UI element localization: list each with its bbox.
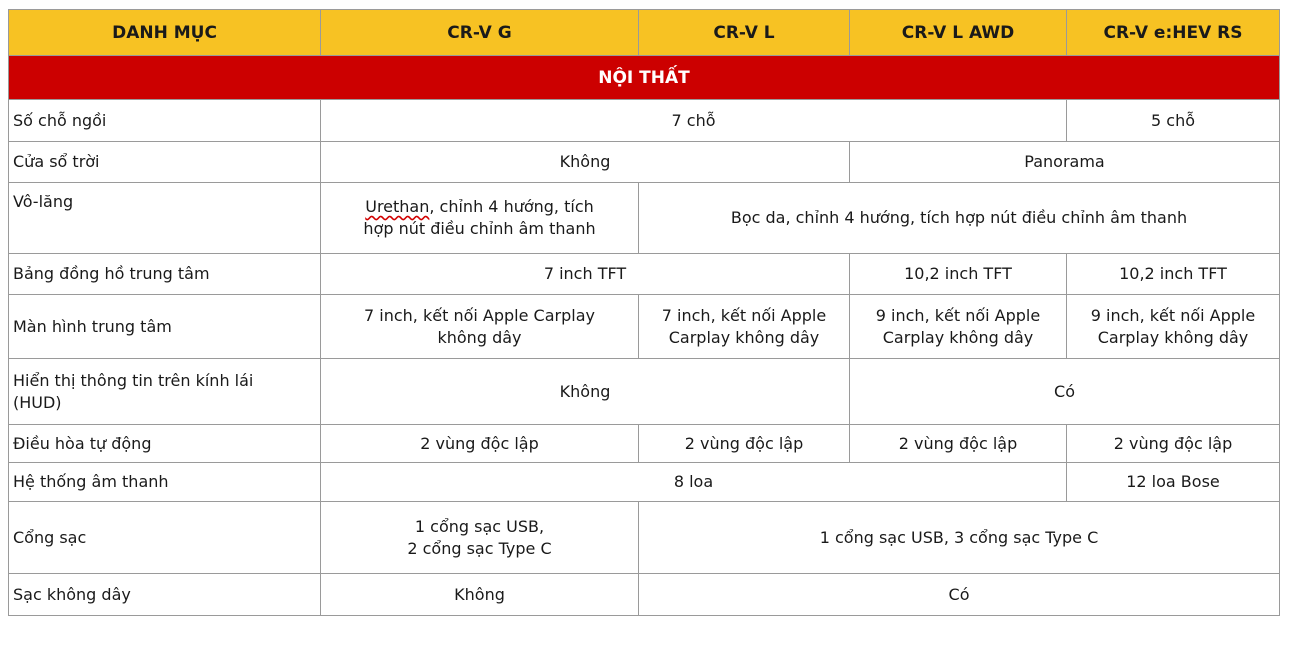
cell-display-2-line1: 7 inch, kết nối Apple bbox=[661, 305, 827, 325]
cell-display-3-line2: Carplay không dây bbox=[882, 327, 1034, 347]
section-title: NỘI THẤT bbox=[9, 56, 1280, 100]
cell-charging-2: 1 cổng sạc USB, 3 cổng sạc Type C bbox=[639, 502, 1280, 574]
row-label-cluster: Bảng đồng hồ trung tâm bbox=[9, 254, 321, 295]
table-row bbox=[9, 100, 1280, 142]
cell-sunroof-2: Panorama bbox=[850, 142, 1280, 183]
cell-cluster-3: 10,2 inch TFT bbox=[1067, 254, 1280, 295]
cell-climate-2: 2 vùng độc lập bbox=[639, 425, 850, 463]
header-model-crv-l-awd: CR-V L AWD bbox=[850, 10, 1067, 56]
cell-steering-1-line1 bbox=[325, 196, 634, 218]
table-row bbox=[9, 254, 1280, 295]
cell-display-2-line2: Carplay không dây bbox=[668, 327, 820, 347]
table-row bbox=[9, 425, 1280, 463]
cell-climate-1: 2 vùng độc lập bbox=[321, 425, 639, 463]
spec-table bbox=[8, 9, 1280, 616]
cell-steering-1 bbox=[321, 183, 639, 254]
header-model-crv-ehev-rs: CR-V e:HEV RS bbox=[1067, 10, 1280, 56]
cell-display-1-line1: 7 inch, kết nối Apple Carplay bbox=[364, 305, 595, 325]
row-label-steering: Vô-lăng bbox=[9, 183, 321, 254]
row-label-display: Màn hình trung tâm bbox=[9, 295, 321, 359]
cell-seats-1: 7 chỗ bbox=[321, 100, 1067, 142]
table-row bbox=[9, 142, 1280, 183]
cell-climate-3: 2 vùng độc lập bbox=[850, 425, 1067, 463]
row-label-seats: Số chỗ ngồi bbox=[9, 100, 321, 142]
row-label-climate: Điều hòa tự động bbox=[9, 425, 321, 463]
cell-display-2 bbox=[639, 295, 850, 359]
cell-hud-2: Có bbox=[850, 359, 1280, 425]
cell-cluster-2: 10,2 inch TFT bbox=[850, 254, 1067, 295]
cell-display-3 bbox=[850, 295, 1067, 359]
table-row bbox=[9, 574, 1280, 616]
cell-display-4-line1: 9 inch, kết nối Apple bbox=[1090, 305, 1256, 325]
header-category: DANH MỤC bbox=[9, 10, 321, 56]
table-row bbox=[9, 295, 1280, 359]
row-label-hud-line2: (HUD) bbox=[13, 392, 62, 412]
cell-charging-1-line2: 2 cổng sạc Type C bbox=[407, 538, 552, 558]
table-row bbox=[9, 502, 1280, 574]
cell-display-4-line2: Carplay không dây bbox=[1097, 327, 1249, 347]
cell-seats-2: 5 chỗ bbox=[1067, 100, 1280, 142]
cell-display-1-line2: không dây bbox=[437, 327, 522, 347]
cell-display-4 bbox=[1067, 295, 1280, 359]
cell-display-3-line1: 9 inch, kết nối Apple bbox=[875, 305, 1041, 325]
cell-charging-1 bbox=[321, 502, 639, 574]
cell-climate-4: 2 vùng độc lập bbox=[1067, 425, 1280, 463]
spellcheck-word: Urethan bbox=[365, 197, 430, 216]
row-label-hud bbox=[9, 359, 321, 425]
table-row bbox=[9, 359, 1280, 425]
row-label-audio: Hệ thống âm thanh bbox=[9, 463, 321, 502]
cell-hud-1: Không bbox=[321, 359, 850, 425]
header-model-crv-l: CR-V L bbox=[639, 10, 850, 56]
cell-wireless-1: Không bbox=[321, 574, 639, 616]
cell-audio-1: 8 loa bbox=[321, 463, 1067, 502]
row-label-sunroof: Cửa sổ trời bbox=[9, 142, 321, 183]
cell-audio-2: 12 loa Bose bbox=[1067, 463, 1280, 502]
cell-steering-2: Bọc da, chỉnh 4 hướng, tích hợp nút điều chỉnh âm thanh bbox=[639, 183, 1280, 254]
cell-sunroof-1: Không bbox=[321, 142, 850, 183]
row-label-hud-line1: Hiển thị thông tin trên kính lái bbox=[13, 370, 254, 390]
table-row bbox=[9, 463, 1280, 502]
steering-text-rest: , chỉnh 4 hướng, tích bbox=[429, 197, 594, 216]
header-row bbox=[9, 10, 1280, 56]
cell-steering-1-line2: hợp nút điều chỉnh âm thanh bbox=[363, 219, 596, 238]
header-model-crv-g: CR-V G bbox=[321, 10, 639, 56]
cell-wireless-2: Có bbox=[639, 574, 1280, 616]
cell-charging-1-line1: 1 cổng sạc USB, bbox=[414, 516, 545, 536]
table-row bbox=[9, 183, 1280, 254]
cell-cluster-1: 7 inch TFT bbox=[321, 254, 850, 295]
cell-display-1 bbox=[321, 295, 639, 359]
row-label-wireless: Sạc không dây bbox=[9, 574, 321, 616]
row-label-charging: Cổng sạc bbox=[9, 502, 321, 574]
section-row bbox=[9, 56, 1280, 100]
